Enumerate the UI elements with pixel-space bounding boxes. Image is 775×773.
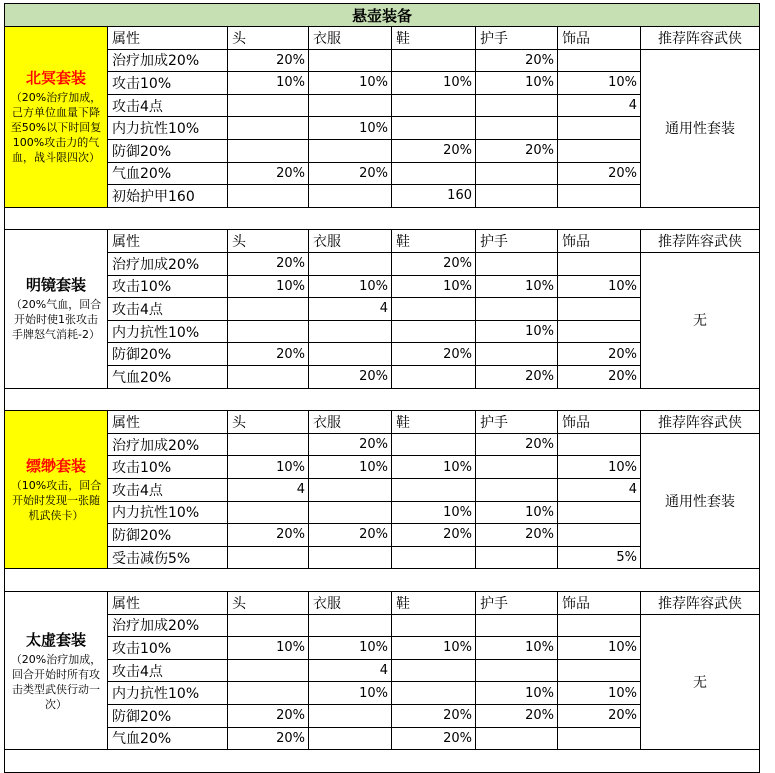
- value-gloves[interactable]: [476, 298, 558, 321]
- recommend-cell[interactable]: 通用性套装: [641, 434, 760, 570]
- value-gloves[interactable]: 20%: [476, 366, 558, 389]
- header-attr[interactable]: 属性: [108, 230, 228, 253]
- spacer-row: [4, 389, 760, 412]
- value-accessory[interactable]: 10%: [558, 72, 641, 95]
- value-gloves[interactable]: [476, 253, 558, 276]
- value-clothes[interactable]: 4: [309, 298, 392, 321]
- value-gloves[interactable]: [476, 185, 558, 208]
- header-accessory[interactable]: 饰品: [558, 230, 641, 253]
- value-clothes[interactable]: [309, 253, 392, 276]
- value-shoes[interactable]: [392, 615, 476, 638]
- value-head[interactable]: [228, 366, 309, 389]
- value-gloves[interactable]: [476, 547, 558, 570]
- value-clothes[interactable]: 10%: [309, 117, 392, 140]
- header-recommend[interactable]: 推荐阵容武侠: [641, 411, 760, 434]
- value-gloves[interactable]: [476, 163, 558, 186]
- value-shoes[interactable]: [392, 682, 476, 705]
- recommend-cell[interactable]: 通用性套装: [641, 50, 760, 208]
- value-gloves[interactable]: [476, 456, 558, 479]
- header-shoes[interactable]: 鞋: [392, 411, 476, 434]
- value-gloves[interactable]: 20%: [476, 50, 558, 73]
- value-accessory[interactable]: [558, 185, 641, 208]
- value-gloves[interactable]: 10%: [476, 637, 558, 660]
- spacer-row: [4, 569, 760, 592]
- value-head[interactable]: 10%: [228, 276, 309, 299]
- value-shoes[interactable]: [392, 95, 476, 118]
- value-clothes[interactable]: [309, 321, 392, 344]
- value-accessory[interactable]: 4: [558, 95, 641, 118]
- header-recommend[interactable]: 推荐阵容武侠: [641, 27, 760, 50]
- header-gloves[interactable]: 护手: [476, 230, 558, 253]
- value-shoes[interactable]: [392, 479, 476, 502]
- attribute-label[interactable]: 防御20%: [108, 140, 228, 163]
- value-clothes[interactable]: [309, 140, 392, 163]
- value-head[interactable]: [228, 615, 309, 638]
- header-recommend[interactable]: 推荐阵容武侠: [641, 230, 760, 253]
- value-gloves[interactable]: 20%: [476, 140, 558, 163]
- value-clothes[interactable]: 10%: [309, 72, 392, 95]
- value-shoes[interactable]: [392, 117, 476, 140]
- value-accessory[interactable]: 20%: [558, 366, 641, 389]
- attribute-label[interactable]: 治疗加成20%: [108, 434, 228, 457]
- value-shoes[interactable]: 20%: [392, 705, 476, 728]
- value-head[interactable]: [228, 140, 309, 163]
- value-shoes[interactable]: [392, 434, 476, 457]
- value-head[interactable]: 20%: [228, 728, 309, 751]
- header-accessory[interactable]: 饰品: [558, 592, 641, 615]
- header-gloves[interactable]: 护手: [476, 592, 558, 615]
- attribute-label[interactable]: 内力抗性10%: [108, 117, 228, 140]
- attribute-label[interactable]: 气血20%: [108, 728, 228, 751]
- value-shoes[interactable]: [392, 298, 476, 321]
- value-gloves[interactable]: 10%: [476, 502, 558, 525]
- header-clothes[interactable]: 衣服: [309, 230, 392, 253]
- value-head[interactable]: [228, 547, 309, 570]
- value-clothes[interactable]: 10%: [309, 637, 392, 660]
- set-name: 太虚套装: [25, 630, 86, 649]
- value-accessory[interactable]: [558, 321, 641, 344]
- value-gloves[interactable]: [476, 615, 558, 638]
- value-head[interactable]: [228, 434, 309, 457]
- value-clothes[interactable]: 4: [309, 660, 392, 683]
- value-head[interactable]: 10%: [228, 637, 309, 660]
- header-shoes[interactable]: 鞋: [392, 230, 476, 253]
- value-head[interactable]: [228, 660, 309, 683]
- value-head[interactable]: 20%: [228, 163, 309, 186]
- value-shoes[interactable]: 10%: [392, 456, 476, 479]
- value-head[interactable]: [228, 185, 309, 208]
- set-info-cell[interactable]: [4, 592, 108, 750]
- value-shoes[interactable]: [392, 547, 476, 570]
- value-shoes[interactable]: 10%: [392, 276, 476, 299]
- value-clothes[interactable]: 20%: [309, 163, 392, 186]
- set-info-cell[interactable]: [4, 230, 108, 388]
- sheet-title[interactable]: 悬壶装备: [4, 3, 760, 27]
- value-clothes[interactable]: 10%: [309, 456, 392, 479]
- value-shoes[interactable]: [392, 366, 476, 389]
- value-accessory[interactable]: 5%: [558, 547, 641, 570]
- attribute-label[interactable]: 治疗加成20%: [108, 50, 228, 73]
- value-gloves[interactable]: 10%: [476, 682, 558, 705]
- header-gloves[interactable]: 护手: [476, 27, 558, 50]
- attribute-label[interactable]: 初始护甲160: [108, 185, 228, 208]
- header-attr[interactable]: 属性: [108, 592, 228, 615]
- value-accessory[interactable]: [558, 298, 641, 321]
- value-head[interactable]: [228, 502, 309, 525]
- value-accessory[interactable]: [558, 660, 641, 683]
- value-shoes[interactable]: [392, 163, 476, 186]
- header-attr[interactable]: 属性: [108, 411, 228, 434]
- value-head[interactable]: [228, 682, 309, 705]
- value-gloves[interactable]: [476, 95, 558, 118]
- value-accessory[interactable]: [558, 502, 641, 525]
- value-shoes[interactable]: 20%: [392, 140, 476, 163]
- value-shoes[interactable]: 20%: [392, 728, 476, 751]
- value-clothes[interactable]: [309, 185, 392, 208]
- attribute-label[interactable]: 攻击10%: [108, 276, 228, 299]
- value-head[interactable]: [228, 298, 309, 321]
- attribute-label[interactable]: 气血20%: [108, 163, 228, 186]
- header-clothes[interactable]: 衣服: [309, 27, 392, 50]
- header-shoes[interactable]: 鞋: [392, 27, 476, 50]
- set-description: （10%攻击，回合开始时发现一张随机武侠卡）: [10, 479, 102, 523]
- value-gloves[interactable]: [476, 117, 558, 140]
- attribute-label[interactable]: 防御20%: [108, 343, 228, 366]
- value-head[interactable]: 4: [228, 479, 309, 502]
- value-gloves[interactable]: [476, 728, 558, 751]
- attribute-label[interactable]: 内力抗性10%: [108, 502, 228, 525]
- recommend-cell[interactable]: 无: [641, 253, 760, 389]
- value-gloves[interactable]: [476, 343, 558, 366]
- attribute-label[interactable]: 攻击4点: [108, 95, 228, 118]
- attribute-label[interactable]: 攻击4点: [108, 660, 228, 683]
- value-shoes[interactable]: [392, 321, 476, 344]
- value-clothes[interactable]: 10%: [309, 682, 392, 705]
- value-accessory[interactable]: 20%: [558, 343, 641, 366]
- value-accessory[interactable]: [558, 117, 641, 140]
- value-accessory[interactable]: [558, 140, 641, 163]
- set-info-cell[interactable]: [4, 411, 108, 569]
- header-recommend[interactable]: 推荐阵容武侠: [641, 592, 760, 615]
- header-head[interactable]: 头: [228, 592, 309, 615]
- set-name: 明镜套装: [25, 276, 86, 295]
- set-name: 北冥套装: [25, 69, 86, 88]
- value-shoes[interactable]: [392, 50, 476, 73]
- attribute-label[interactable]: 治疗加成20%: [108, 253, 228, 276]
- value-accessory[interactable]: [558, 253, 641, 276]
- value-clothes[interactable]: [309, 502, 392, 525]
- attribute-label[interactable]: 气血20%: [108, 366, 228, 389]
- value-head[interactable]: 20%: [228, 50, 309, 73]
- value-accessory[interactable]: 10%: [558, 682, 641, 705]
- value-clothes[interactable]: 20%: [309, 524, 392, 547]
- value-accessory[interactable]: 10%: [558, 276, 641, 299]
- value-head[interactable]: 20%: [228, 705, 309, 728]
- value-gloves[interactable]: [476, 479, 558, 502]
- value-head[interactable]: 20%: [228, 343, 309, 366]
- header-clothes[interactable]: 衣服: [309, 592, 392, 615]
- set-name: 缥缈套装: [25, 457, 86, 476]
- attribute-label[interactable]: 攻击10%: [108, 637, 228, 660]
- header-clothes[interactable]: 衣服: [309, 411, 392, 434]
- value-gloves[interactable]: 10%: [476, 276, 558, 299]
- value-accessory[interactable]: [558, 615, 641, 638]
- header-head[interactable]: 头: [228, 27, 309, 50]
- value-gloves[interactable]: 20%: [476, 524, 558, 547]
- recommend-cell[interactable]: 无: [641, 615, 760, 751]
- set-description: （20%治疗加成，回合开始时所有攻击类型武侠行动一次）: [10, 652, 102, 711]
- value-accessory[interactable]: [558, 728, 641, 751]
- attribute-label[interactable]: 治疗加成20%: [108, 615, 228, 638]
- value-accessory[interactable]: 4: [558, 479, 641, 502]
- value-shoes[interactable]: 20%: [392, 253, 476, 276]
- attribute-label[interactable]: 攻击4点: [108, 479, 228, 502]
- spacer-row: [4, 750, 760, 773]
- value-head[interactable]: 10%: [228, 456, 309, 479]
- value-accessory[interactable]: [558, 524, 641, 547]
- header-head[interactable]: 头: [228, 230, 309, 253]
- value-shoes[interactable]: 10%: [392, 502, 476, 525]
- value-shoes[interactable]: 20%: [392, 524, 476, 547]
- spacer-row: [4, 208, 760, 231]
- value-gloves[interactable]: 10%: [476, 321, 558, 344]
- value-head[interactable]: 20%: [228, 253, 309, 276]
- attribute-label[interactable]: 攻击4点: [108, 298, 228, 321]
- value-gloves[interactable]: 20%: [476, 434, 558, 457]
- value-shoes[interactable]: [392, 660, 476, 683]
- value-head[interactable]: 20%: [228, 524, 309, 547]
- set-description: （20%治疗加成，己方单位血量下降至50%以下时回复100%攻击力的气血，战斗限四次）: [10, 91, 102, 165]
- attribute-label[interactable]: 受击减伤5%: [108, 547, 228, 570]
- value-accessory[interactable]: [558, 50, 641, 73]
- value-gloves[interactable]: 10%: [476, 72, 558, 95]
- value-head[interactable]: [228, 117, 309, 140]
- value-shoes[interactable]: 160: [392, 185, 476, 208]
- set-description: （20%气血，回合开始时使1张攻击手牌怒气消耗-2）: [10, 298, 102, 342]
- value-accessory[interactable]: 10%: [558, 637, 641, 660]
- value-clothes[interactable]: [309, 479, 392, 502]
- value-clothes[interactable]: [309, 343, 392, 366]
- header-head[interactable]: 头: [228, 411, 309, 434]
- value-shoes[interactable]: 10%: [392, 637, 476, 660]
- header-accessory[interactable]: 饰品: [558, 27, 641, 50]
- value-head[interactable]: 10%: [228, 72, 309, 95]
- value-shoes[interactable]: 10%: [392, 72, 476, 95]
- attribute-label[interactable]: 内力抗性10%: [108, 321, 228, 344]
- attribute-label[interactable]: 攻击10%: [108, 72, 228, 95]
- value-clothes[interactable]: [309, 615, 392, 638]
- set-info-cell[interactable]: [4, 27, 108, 208]
- value-clothes[interactable]: 20%: [309, 366, 392, 389]
- value-gloves[interactable]: [476, 660, 558, 683]
- attribute-label[interactable]: 防御20%: [108, 524, 228, 547]
- value-clothes[interactable]: [309, 95, 392, 118]
- value-clothes[interactable]: [309, 50, 392, 73]
- value-clothes[interactable]: 10%: [309, 276, 392, 299]
- value-accessory[interactable]: 10%: [558, 456, 641, 479]
- value-head[interactable]: [228, 95, 309, 118]
- value-shoes[interactable]: 20%: [392, 343, 476, 366]
- value-clothes[interactable]: [309, 728, 392, 751]
- value-clothes[interactable]: [309, 547, 392, 570]
- attribute-label[interactable]: 内力抗性10%: [108, 682, 228, 705]
- value-accessory[interactable]: 20%: [558, 163, 641, 186]
- value-head[interactable]: [228, 321, 309, 344]
- value-accessory[interactable]: 20%: [558, 705, 641, 728]
- value-gloves[interactable]: 20%: [476, 705, 558, 728]
- header-shoes[interactable]: 鞋: [392, 592, 476, 615]
- value-clothes[interactable]: 20%: [309, 434, 392, 457]
- header-accessory[interactable]: 饰品: [558, 411, 641, 434]
- attribute-label[interactable]: 攻击10%: [108, 456, 228, 479]
- header-gloves[interactable]: 护手: [476, 411, 558, 434]
- attribute-label[interactable]: 防御20%: [108, 705, 228, 728]
- header-attr[interactable]: 属性: [108, 27, 228, 50]
- value-accessory[interactable]: [558, 434, 641, 457]
- value-clothes[interactable]: [309, 705, 392, 728]
